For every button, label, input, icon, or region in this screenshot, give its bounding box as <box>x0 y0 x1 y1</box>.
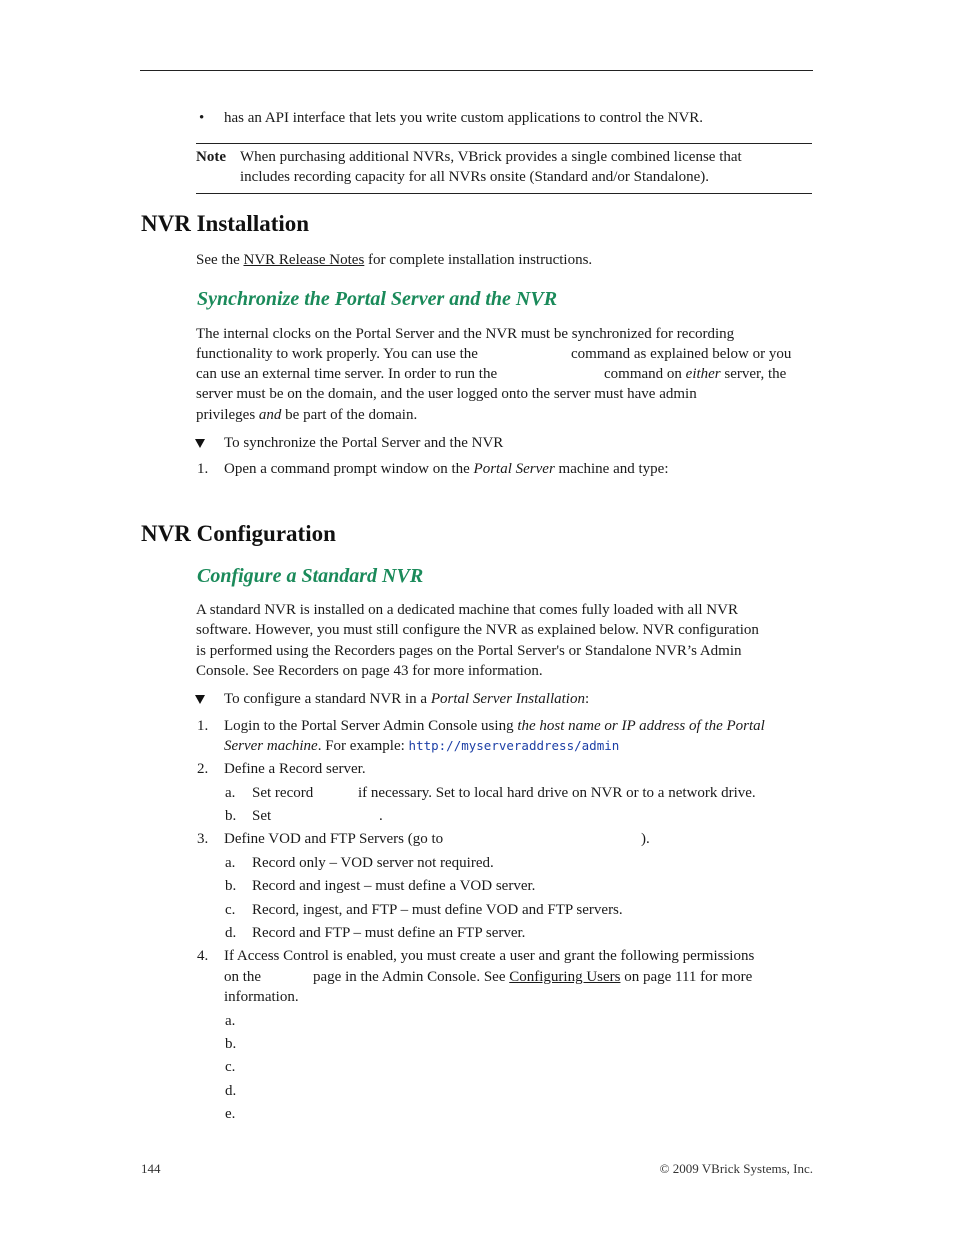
sync-step-portal-server: Portal Server <box>473 461 555 477</box>
note-line-1: When purchasing additional NVRs, VBrick provides a single combined license that <box>240 149 742 165</box>
step-4b-marker: b. <box>225 1036 237 1052</box>
installation-pre: See the <box>196 252 244 268</box>
config-para-3: is performed using the Recorders pages on the Portal Server's or Standalone NVR’s Admin <box>196 643 742 659</box>
note-line-2: includes recording capacity for all NVRs onsite (Standard and/or Standalone). <box>240 169 710 185</box>
procedure-triangle-icon <box>195 439 205 448</box>
step-3a-text: Record only – VOD server not required. <box>252 855 494 871</box>
config-procedure-a: To configure a standard NVR in a <box>224 691 431 707</box>
step-4c-marker: c. <box>225 1059 236 1075</box>
step-2b-text-2: . <box>379 808 383 824</box>
step-3a-marker: a. <box>225 855 236 871</box>
step-1-line-2 <box>224 736 619 757</box>
config-procedure-c: : <box>584 691 590 707</box>
installation-heading: NVR Installation <box>141 211 310 236</box>
note-bottom-rule <box>196 193 812 194</box>
step-4-number: 4. <box>197 948 209 964</box>
config-para-4: Console. See Recorders on page 43 for more information. <box>196 663 543 679</box>
step-1-host-name: the host name or IP address of the Portal <box>517 718 765 734</box>
step-4e-marker: e. <box>225 1106 236 1122</box>
copyright: © 2009 VBrick Systems, Inc. <box>659 1161 813 1176</box>
sync-line-3a: can use an external time server. In order to run the <box>196 366 498 382</box>
note-label: Note <box>196 149 226 165</box>
step-1-server-machine: Server machine <box>224 738 318 754</box>
sync-step-number: 1. <box>197 461 209 477</box>
sync-line-3b <box>604 364 786 385</box>
step-2-text: Define a Record server. <box>224 761 366 777</box>
sync-line-3b-text: command on <box>604 366 686 382</box>
step-4-line-2a: on the <box>224 969 262 985</box>
configuring-users-link[interactable]: Configuring Users <box>509 969 621 985</box>
step-2b-text-1: Set <box>252 808 272 824</box>
bullet-marker: • <box>199 110 205 126</box>
sync-procedure: To synchronize the Portal Server and the NVR <box>224 435 504 451</box>
sync-step-text <box>224 459 669 480</box>
step-3c-text: Record, ingest, and FTP – must define VOD and FTP servers. <box>252 902 623 918</box>
step-1-d: . For example: <box>317 738 409 754</box>
config-procedure <box>224 689 589 710</box>
sync-line-2b: command as explained below or you <box>571 346 792 362</box>
sync-line-5a: privileges <box>196 407 259 423</box>
step-1-number: 1. <box>197 718 209 734</box>
step-2b-marker: b. <box>225 808 237 824</box>
sync-line-5 <box>196 405 417 426</box>
config-para-1: A standard NVR is installed on a dedicated machine that comes fully loaded with all NVR <box>196 602 738 618</box>
step-2a-text-1: Set record <box>252 785 314 801</box>
step-3-text-1: Define VOD and FTP Servers (go to <box>224 831 444 847</box>
sync-line-2a: functionality to work properly. You can use the <box>196 346 478 362</box>
page-number: 144 <box>141 1161 161 1176</box>
config-para-2: software. However, you must still configure the NVR as explained below. NVR configuration <box>196 622 759 638</box>
configuration-heading: NVR Configuration <box>141 521 336 546</box>
sync-line-3d: server, the <box>720 366 787 382</box>
sync-step-a: Open a command prompt window on the <box>224 461 474 477</box>
sync-line-5c: be part of the domain. <box>281 407 418 423</box>
step-3d-marker: d. <box>225 925 237 941</box>
sync-either: either <box>685 366 721 382</box>
sync-line-4: server must be on the domain, and the user logged onto the server must have admin <box>196 386 697 402</box>
sync-line-1: The internal clocks on the Portal Server and the NVR must be synchronized for recording <box>196 326 735 342</box>
step-3c-marker: c. <box>225 902 236 918</box>
sync-and: and <box>258 407 282 423</box>
step-4d-marker: d. <box>225 1083 237 1099</box>
step-2-number: 2. <box>197 761 209 777</box>
sync-step-c: machine and type: <box>554 461 669 477</box>
step-4-line-2b <box>313 967 752 988</box>
intro-bullet-text: has an API interface that lets you write custom applications to control the NVR. <box>224 110 704 126</box>
installation-post: for complete installation instructions. <box>364 252 593 268</box>
admin-url[interactable]: http://myserveraddress/admin <box>408 738 620 753</box>
note-top-rule <box>196 143 812 144</box>
step-4-line-2b-text: page in the Admin Console. See <box>313 969 510 985</box>
procedure-triangle-icon <box>195 695 205 704</box>
step-1-a: Login to the Portal Server Admin Console using <box>224 718 518 734</box>
step-3b-marker: b. <box>225 878 237 894</box>
header-rule <box>140 70 813 71</box>
step-3-text-2: ). <box>641 831 650 847</box>
step-1-line-1 <box>224 716 765 737</box>
sync-heading: Synchronize the Portal Server and the NVR <box>197 288 558 310</box>
step-4-line-2c: on page 111 for more <box>620 969 753 985</box>
step-4-line-3: information. <box>224 989 299 1005</box>
step-4-line-1: If Access Control is enabled, you must create a user and grant the following permissions <box>224 948 755 964</box>
step-2a-text-2: if necessary. Set to local hard drive on NVR or to a network drive. <box>358 785 756 801</box>
step-2a-marker: a. <box>225 785 236 801</box>
step-4a-marker: a. <box>225 1013 236 1029</box>
config-procedure-installation: Portal Server Installation <box>430 691 585 707</box>
release-notes-link[interactable]: NVR Release Notes <box>243 252 365 268</box>
step-3-number: 3. <box>197 831 209 847</box>
step-3d-text: Record and FTP – must define an FTP server. <box>252 925 526 941</box>
step-3b-text: Record and ingest – must define a VOD server. <box>252 878 536 894</box>
configure-standard-heading: Configure a Standard NVR <box>197 565 424 587</box>
installation-text <box>196 250 592 271</box>
